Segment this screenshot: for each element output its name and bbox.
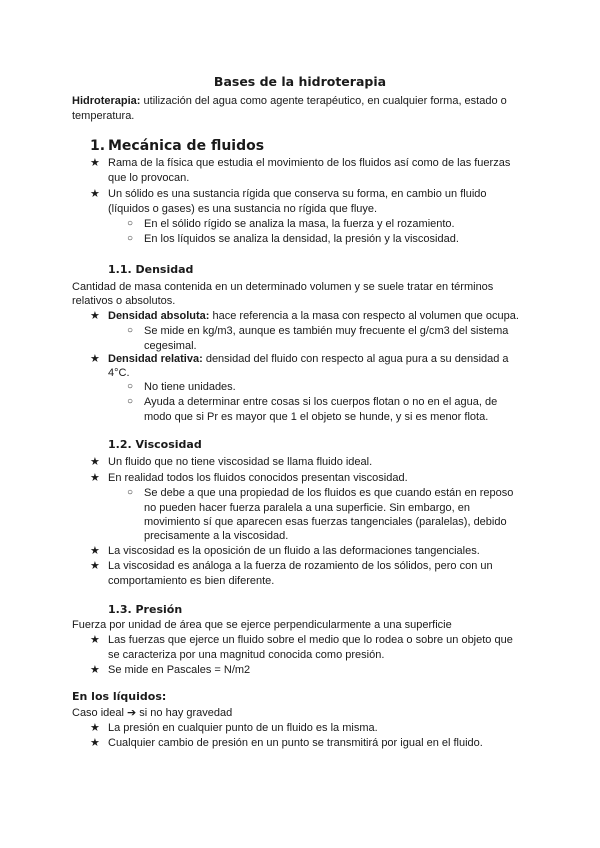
paragraph-line: Fuerza por unidad de área que se ejerce perpendicularmente a una superficie xyxy=(72,619,452,631)
list-item-text: densidad del fluido con respecto al agua pura a su densidad a xyxy=(202,353,509,365)
sub-list-item-cont: precisamente a la viscosidad. xyxy=(144,530,289,542)
list-item: La viscosidad es la oposición de un fluido a las deformaciones tangenciales. xyxy=(108,545,480,557)
star-bullet-icon: ★ xyxy=(90,472,100,484)
intro-line-1 xyxy=(72,94,507,108)
paragraph-line: relativos o absolutos. xyxy=(72,295,176,307)
list-item: En realidad todos los fluidos conocidos presentan viscosidad. xyxy=(108,472,408,484)
list-item-text: hace referencia a la masa con respecto al volumen que ocupa. xyxy=(209,310,519,322)
paragraph-line: Caso ideal ➔ si no hay gravedad xyxy=(72,707,233,719)
star-bullet-icon: ★ xyxy=(90,634,100,646)
section-1-number: 1. xyxy=(90,138,106,154)
list-item: Un fluido que no tiene viscosidad se llama fluido ideal. xyxy=(108,456,373,468)
sub-list-item: En el sólido rígido se analiza la masa, la fuerza y el rozamiento. xyxy=(144,218,455,230)
circle-bullet-icon: ○ xyxy=(127,487,134,498)
subsection-heading-viscosidad: 1.2. Viscosidad xyxy=(108,438,202,451)
star-bullet-icon: ★ xyxy=(90,737,100,749)
list-item: Cualquier cambio de presión en un punto se transmitirá por igual en el fluido. xyxy=(108,737,483,749)
sub-list-item-cont: movimiento sí que aparecen esas fuerzas tangenciales (paralelas), debido xyxy=(144,516,507,528)
list-item-cont: se caracteriza por una magnitud conocida como presión. xyxy=(108,649,385,661)
list-item xyxy=(108,309,519,323)
intro-text: utilización del agua como agente terapéutico, en cualquier forma, estado o xyxy=(140,95,507,107)
star-bullet-icon: ★ xyxy=(90,456,100,468)
list-item xyxy=(108,352,509,366)
paragraph-line: Cantidad de masa contenida en un determinado volumen y se suele tratar en términos xyxy=(72,281,494,293)
circle-bullet-icon: ○ xyxy=(127,381,134,392)
star-bullet-icon: ★ xyxy=(90,310,100,322)
term-densidad-absoluta: Densidad absoluta: xyxy=(108,310,210,322)
circle-bullet-icon: ○ xyxy=(127,218,134,229)
sub-list-item-cont: no pueden hacer fuerza paralela a una superficie. Sin embargo, en xyxy=(144,502,470,514)
list-item: Se mide en Pascales = N/m2 xyxy=(108,664,251,676)
section-1-heading: Mecánica de fluidos xyxy=(108,138,265,154)
list-item-cont: 4°C. xyxy=(108,367,130,379)
intro-line-2: temperatura. xyxy=(72,110,135,122)
list-item: Un sólido es una sustancia rígida que conserva su forma, en cambio un fluido xyxy=(108,188,487,200)
sub-list-item-cont: cegesimal. xyxy=(144,340,197,352)
sub-list-item: Ayuda a determinar entre cosas si los cuerpos flotan o no en el agua, de xyxy=(144,396,498,408)
circle-bullet-icon: ○ xyxy=(127,325,134,336)
star-bullet-icon: ★ xyxy=(90,722,100,734)
list-item-cont: que lo provocan. xyxy=(108,172,190,184)
list-item: Las fuerzas que ejerce un fluido sobre el medio que lo rodea o sobre un objeto que xyxy=(108,634,513,646)
list-item: Rama de la física que estudia el movimiento de los fluidos así como de las fuerzas xyxy=(108,157,511,169)
star-bullet-icon: ★ xyxy=(90,157,100,169)
list-item-cont: comportamiento es bien diferente. xyxy=(108,575,275,587)
star-bullet-icon: ★ xyxy=(90,545,100,557)
term-densidad-relativa: Densidad relativa: xyxy=(108,353,203,365)
sub-list-item: No tiene unidades. xyxy=(144,381,236,393)
star-bullet-icon: ★ xyxy=(90,353,100,365)
list-item-cont: (líquidos o gases) es una sustancia no rígida que fluye. xyxy=(108,203,378,215)
heading-en-los-liquidos: En los líquidos: xyxy=(72,690,167,703)
intro-term: Hidroterapia: xyxy=(72,95,141,107)
star-bullet-icon: ★ xyxy=(90,560,100,572)
sub-list-item: Se mide en kg/m3, aunque es también muy frecuente el g/cm3 del sistema xyxy=(144,325,509,337)
subsection-heading-presion: 1.3. Presión xyxy=(108,603,183,616)
list-item: La presión en cualquier punto de un fluido es la misma. xyxy=(108,722,378,734)
star-bullet-icon: ★ xyxy=(90,188,100,200)
sub-list-item-cont: modo que si Pr es mayor que 1 el objeto se hunde, y si es menor flota. xyxy=(144,411,489,423)
circle-bullet-icon: ○ xyxy=(127,233,134,244)
circle-bullet-icon: ○ xyxy=(127,396,134,407)
sub-list-item: Se debe a que una propiedad de los fluidos es que cuando están en reposo xyxy=(144,487,514,499)
subsection-heading-densidad: 1.1. Densidad xyxy=(108,263,194,276)
document-title: Bases de la hidroterapia xyxy=(213,74,387,89)
list-item: La viscosidad es análoga a la fuerza de rozamiento de los sólidos, pero con un xyxy=(108,560,493,572)
star-bullet-icon: ★ xyxy=(90,664,100,676)
sub-list-item: En los líquidos se analiza la densidad, la presión y la viscosidad. xyxy=(144,233,459,245)
